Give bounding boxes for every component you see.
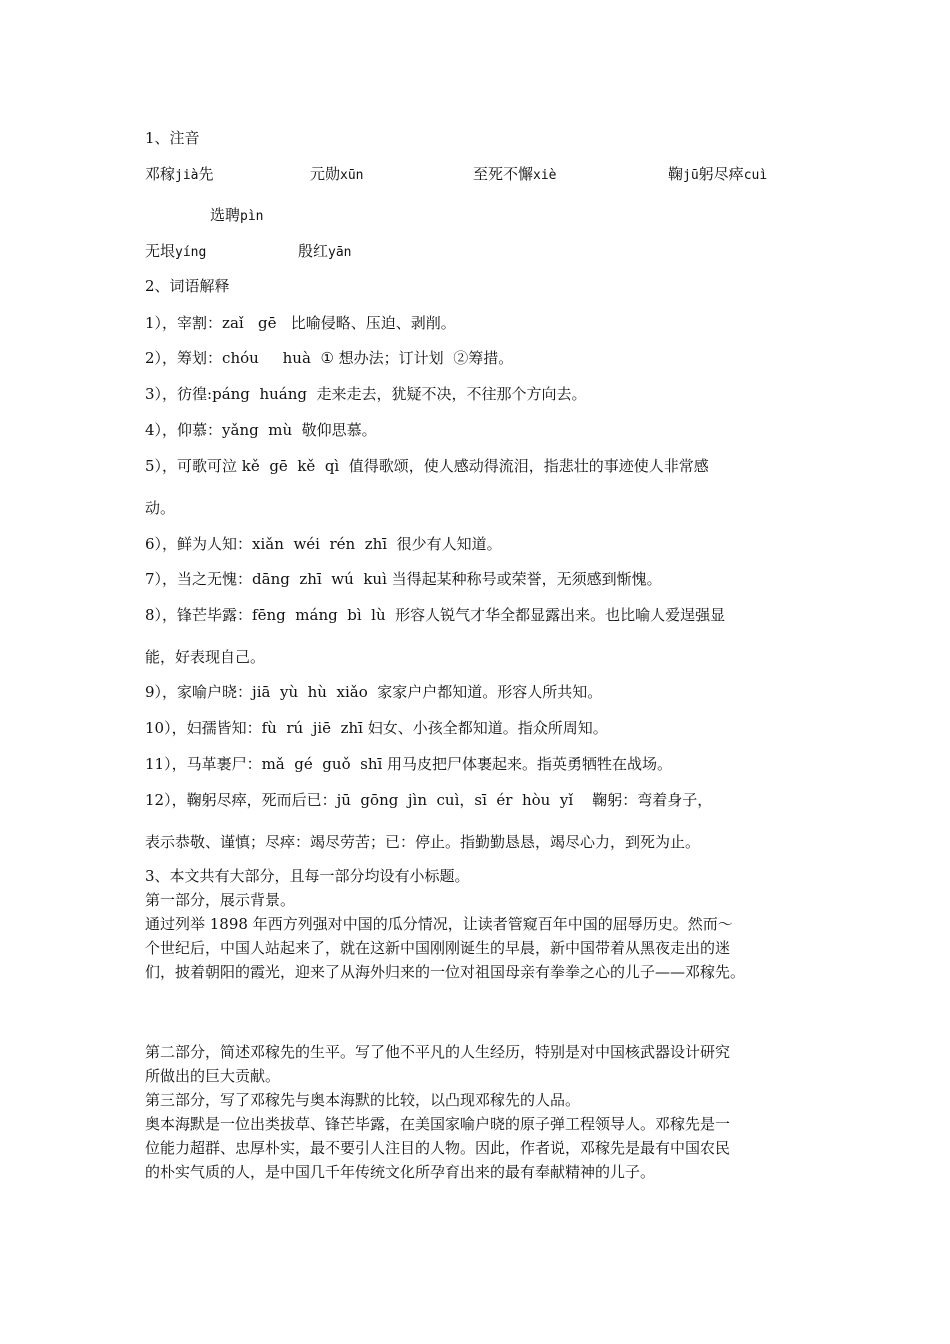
part1-line: 通过列举 1898 年西方列强对中国的瓜分情况，让读者管窥百年中国的屈辱历史。然而～ <box>145 915 733 933</box>
pinyin-item-5: 选聘pìn <box>210 206 264 224</box>
definition-line: 4），仰慕：yǎng mù 敬仰思慕。 <box>145 421 377 439</box>
definition-line: 表示恭敬、谨慎；尽瘁：竭尽劳苦；已：停止。指勤勤恳恳，竭尽心力，到死为止。 <box>145 833 701 851</box>
pinyin-item-2: 元勋xūn <box>310 165 364 183</box>
section2-heading: 2、词语解释 <box>145 277 230 295</box>
definition-line: 1），宰割：zaǐ gē 比喻侵略、压迫、剥削。 <box>145 314 456 332</box>
definition-line: 11），马革裹尸：mǎ gé guǒ shī 用马皮把尸体裹起来。指英勇牺牲在战场。 <box>145 755 673 773</box>
part2-line: 所做出的巨大贡献。 <box>145 1067 281 1085</box>
definition-line: 动。 <box>145 499 176 517</box>
definition-line: 8），锋芒毕露：fēng máng bì lù 形容人锐气才华全都显露出来。也比喻人爱逞强显 <box>145 606 726 624</box>
section3-heading: 3、本文共有大部分，且每一部分均设有小标题。 <box>145 867 470 885</box>
definition-line: 5），可歌可泣 kě gē kě qì 值得歌颂，使人感动得流泪，指悲壮的事迹使人非常感 <box>145 457 709 475</box>
definition-line: 12），鞠躬尽瘁，死而后已：jū gōng jìn cuì，sī ér hòu yǐ 鞠躬：弯着身子， <box>145 791 713 809</box>
part3-line: 的朴实气质的人，是中国几千年传统文化所孕育出来的最有奉献精神的儿子。 <box>145 1163 656 1181</box>
part1-title: 第一部分，展示背景。 <box>145 891 296 909</box>
part2-line: 第二部分，简述邓稼先的生平。写了他不平凡的人生经历，特别是对中国核武器设计研究 <box>145 1043 731 1061</box>
definition-line: 10），妇孺皆知：fù rú jiē zhī 妇女、小孩全都知道。指众所周知。 <box>145 719 608 737</box>
part1-line: 们，披着朝阳的霞光，迎来了从海外归来的一位对祖国母亲有拳拳之心的儿子——邓稼先。 <box>145 963 746 981</box>
part1-line: 个世纪后，中国人站起来了，就在这新中国刚刚诞生的早晨，新中国带着从黑夜走出的迷 <box>145 939 731 957</box>
section3-block-2 <box>145 1040 815 1184</box>
definition-line: 9），家喻户晓：jiā yù hù xiǎo 家家户户都知道。形容人所共知。 <box>145 683 603 701</box>
pinyin-item-4: 鞠jū躬尽瘁cuì <box>668 165 768 183</box>
definition-line: 3），彷徨:páng huáng 走来走去，犹疑不决，不往那个方向去。 <box>145 385 587 403</box>
section3-block <box>145 864 815 984</box>
pinyin-item-1: 邓稼jià先 <box>145 165 214 183</box>
definition-line: 7），当之无愧：dāng zhī wú kuì 当得起某种称号或荣誉，无须感到惭愧。 <box>145 570 662 588</box>
pinyin-item-7: 殷红yān <box>298 242 352 260</box>
pinyin-item-6: 无垠yíng <box>145 242 207 260</box>
section1-heading: 1、注音 <box>145 129 200 147</box>
definition-line: 能，好表现自己。 <box>145 648 266 666</box>
definition-line: 6），鲜为人知：xiǎn wéi rén zhī 很少有人知道。 <box>145 535 502 553</box>
definition-line: 2），筹划：chóu huà ① 想办法；订计划 ②筹措。 <box>145 349 514 367</box>
part3-line: 第三部分，写了邓稼先与奥本海默的比较，以凸现邓稼先的人品。 <box>145 1091 581 1109</box>
part3-line: 奥本海默是一位出类拔草、锋芒毕露，在美国家喻户晓的原子弹工程领导人。邓稼先是一 <box>145 1115 731 1133</box>
pinyin-item-3: 至死不懈xiè <box>473 165 557 183</box>
part3-line: 位能力超群、忠厚朴实，最不要引人注目的人物。因此，作者说，邓稼先是最有中国农民 <box>145 1139 731 1157</box>
